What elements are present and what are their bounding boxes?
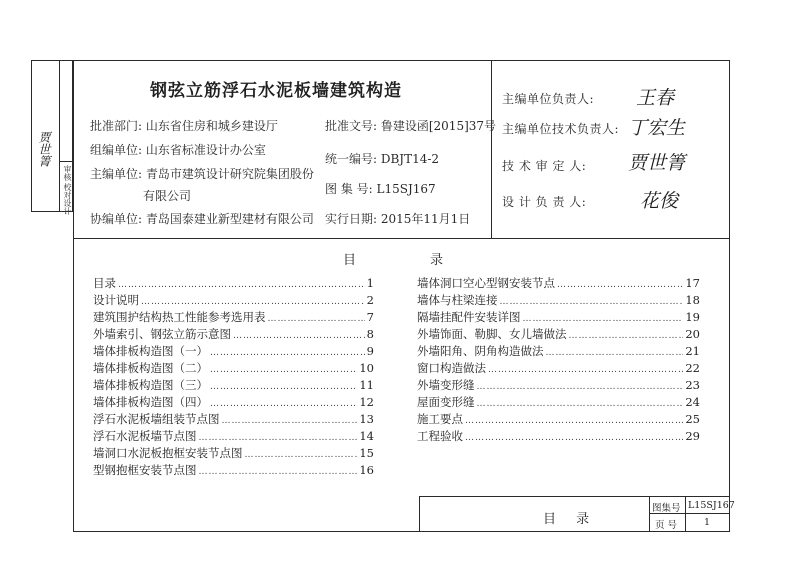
side-strip-divider (59, 61, 60, 211)
atlas-number: 图 集 号: L15SJ167 (325, 182, 436, 196)
page-number-label: 页 号 (655, 520, 678, 531)
atlas-number-value: L15SJ167 (688, 500, 735, 511)
toc-item[interactable]: 施工要点 ……………………………………………………………………………………………………………………………………………… 25 (417, 411, 700, 428)
toc-item[interactable]: 墙体排板构造图（一） ……………………………………………………………………………………………………………………………………………… 9 (93, 343, 374, 360)
header-vertical-rule (491, 60, 492, 238)
chief-editor-unit: 主编单位: 青岛市建筑设计研究院集团股份 (90, 167, 314, 181)
header-bottom-rule (73, 238, 730, 239)
role-design-lead: 设 计 负 责 人: (502, 195, 587, 209)
toc-item[interactable]: 浮石水泥板墙节点图 ……………………………………………………………………………………………………………………………………………… 14 (93, 428, 374, 445)
role-technical-lead: 主编单位技术负责人: (502, 122, 620, 136)
page-number-value: 1 (704, 517, 711, 528)
toc-item[interactable]: 浮石水泥板墙组装节点图 ……………………………………………………………………………………………………………………………………………… 13 (93, 411, 374, 428)
toc-item[interactable]: 墙体与柱梁连接 ……………………………………………………………………………………………………………………………………………… 18 (417, 292, 700, 309)
toc-heading-left: 目 (343, 253, 357, 268)
approval-dept: 批准部门: 山东省住房和城乡建设厅 (90, 119, 278, 133)
signature-chief-editor: 王春 (636, 87, 675, 109)
toc-item[interactable]: 目录 ……………………………………………………………………………………………………………………………………………… 1 (93, 275, 374, 292)
side-strip-signature: 贾世箐 (37, 131, 51, 167)
side-label-design: 设计 (63, 199, 72, 215)
title-block-value-rule (685, 496, 686, 532)
side-label-review: 审核 (63, 165, 72, 181)
role-chief-editor: 主编单位负责人: (502, 92, 595, 106)
page-title: 钢弦立筋浮石水泥板墙建筑构造 (150, 81, 402, 101)
signature-technical-reviewer: 贾世箐 (628, 152, 686, 174)
toc-item[interactable]: 墙体排板构造图（三） ……………………………………………………………………………………………………………………………………………… 11 (93, 377, 374, 394)
toc-heading-right: 录 (430, 253, 444, 268)
toc-item[interactable]: 窗口构造做法 ……………………………………………………………………………………………………………………………………………… 22 (417, 360, 700, 377)
toc-item[interactable]: 墙洞口水泥板抱框安装节点图 ……………………………………………………………………………………………………………………………………………… 15 (93, 445, 374, 462)
toc-item[interactable]: 墙体排板构造图（二） ……………………………………………………………………………………………………………………………………………… 10 (93, 360, 374, 377)
toc-item[interactable]: 外墙索引、钢弦立筋示意图 ……………………………………………………………………………………………………………………………………………… 8 (93, 326, 374, 343)
title-block-left-rule (419, 496, 420, 532)
unified-number: 统一编号: DBJT14-2 (325, 152, 440, 166)
toc-item[interactable]: 外墙饰面、勒脚、女儿墙做法 ……………………………………………………………………………………………………………………………………………… 20 (417, 326, 700, 343)
title-block-label-rule (649, 496, 650, 532)
toc-item[interactable]: 工程验收 ……………………………………………………………………………………………………………………………………………… 29 (417, 428, 700, 445)
atlas-number-label: 图集号 (652, 503, 681, 514)
toc-item[interactable]: 设计说明 ……………………………………………………………………………………………………………………………………………… 2 (93, 292, 374, 309)
toc-item[interactable]: 型钢抱框安装节点图 ……………………………………………………………………………………………………………………………………………… 16 (93, 462, 374, 479)
co-editor-unit: 协编单位: 青岛国泰建业新型建材有限公司 (90, 212, 314, 226)
signature-design-lead: 花俊 (640, 190, 679, 212)
approval-doc-no: 批准文号: 鲁建设函[2015]37号 (325, 119, 497, 133)
signature-technical-lead: 丁宏生 (628, 117, 686, 139)
effective-date: 实行日期: 2015年11月1日 (325, 212, 471, 226)
role-technical-reviewer: 技 术 审 定 人: (502, 159, 587, 173)
toc-item[interactable]: 隔墙挂配件安装详图 ……………………………………………………………………………………………………………………………………………… 19 (417, 309, 700, 326)
toc-item[interactable]: 屋面变形缝 ……………………………………………………………………………………………………………………………………………… 24 (417, 394, 700, 411)
chief-editor-unit-cont: 有限公司 (143, 189, 192, 203)
sheet-title: 目 录 (543, 512, 598, 527)
toc-item[interactable]: 墙体排板构造图（四） ……………………………………………………………………………………………………………………………………………… 12 (93, 394, 374, 411)
side-strip (31, 60, 73, 215)
toc-item[interactable]: 外墙阳角、阴角构造做法 ……………………………………………………………………………………………………………………………………………… 21 (417, 343, 700, 360)
side-label-proofread: 校对 (63, 183, 72, 199)
toc-item[interactable]: 建筑围护结构热工性能参考选用表 ……………………………………………………………………………………………………………………………………………… 7 (93, 309, 374, 326)
toc-item[interactable]: 外墙变形缝 ……………………………………………………………………………………………………………………………………………… 23 (417, 377, 700, 394)
side-strip-divider-h (59, 161, 73, 162)
toc-item[interactable]: 墙体洞口空心型钢安装节点 ……………………………………………………………………………………………………………………………………………… 17 (417, 275, 700, 292)
compile-unit: 组编单位: 山东省标准设计办公室 (90, 143, 266, 157)
title-block-top-rule (419, 496, 730, 497)
